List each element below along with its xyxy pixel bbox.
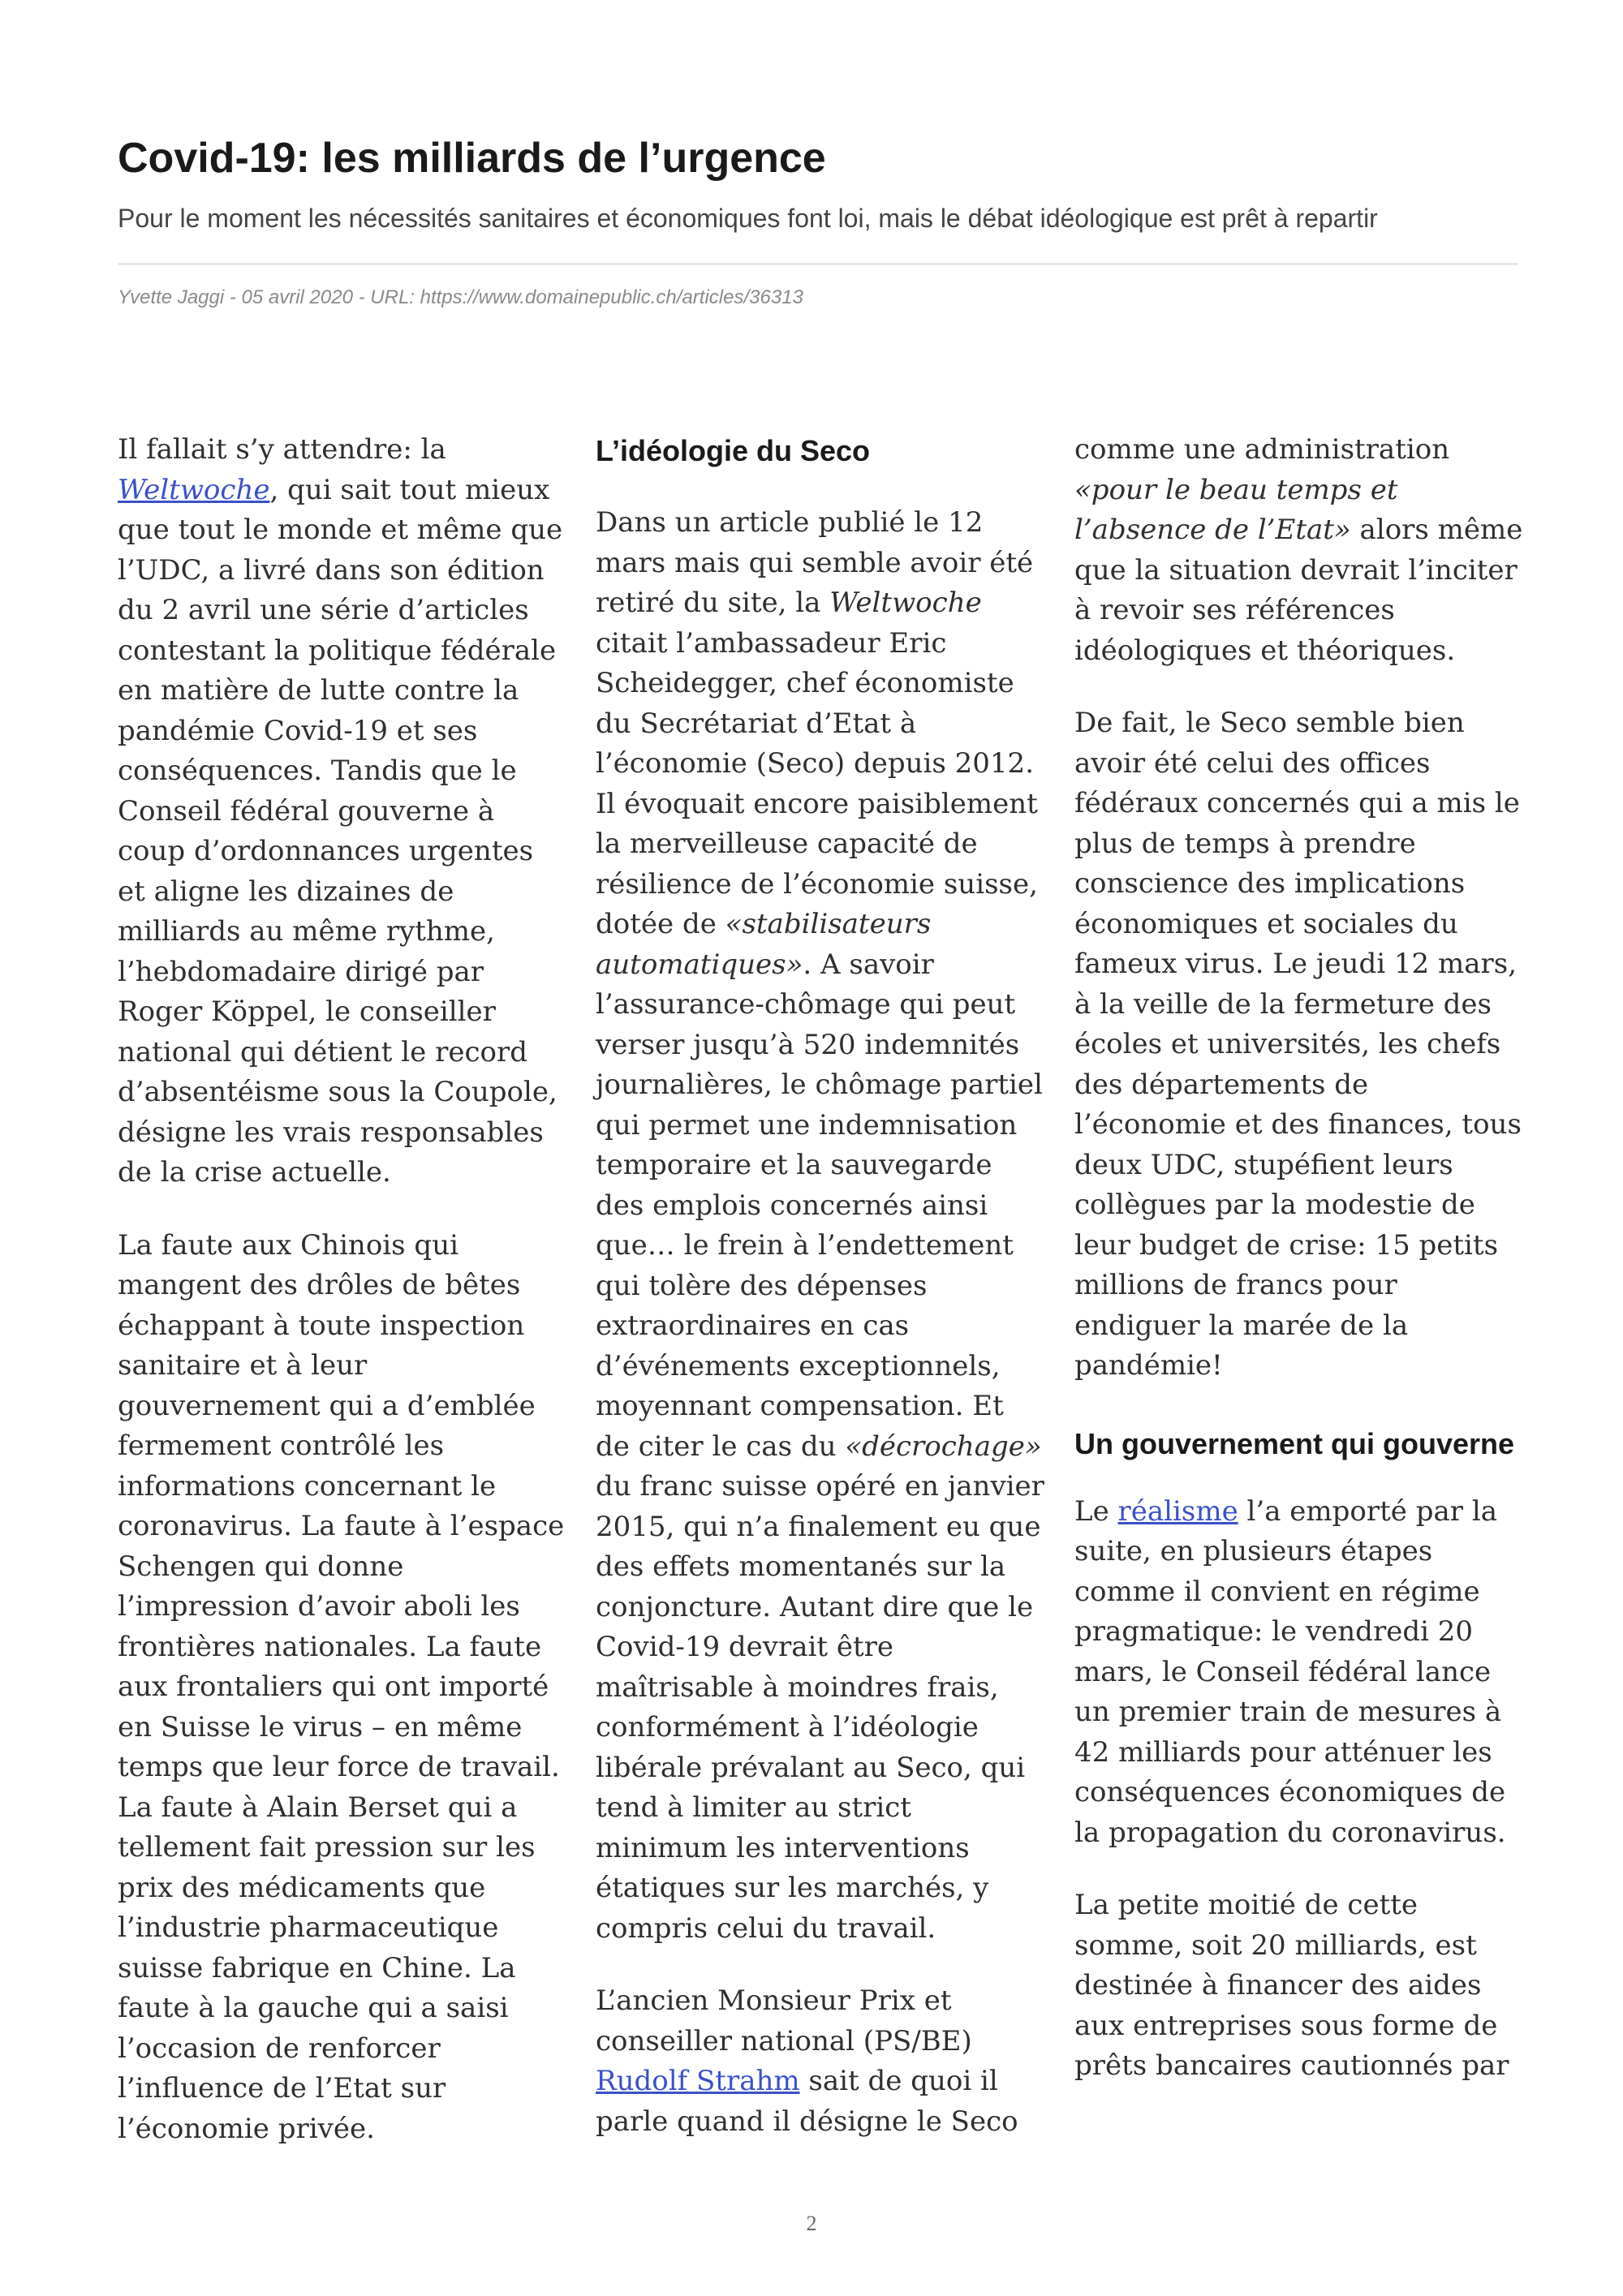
paragraph: Dans un article publié le 12 mars mais qui semble avoir été retiré du site, la Weltwoche citait l’ambassadeur Eric Scheidegger, chef économiste du Secrétariat d’Etat à l’économie (Seco) depuis 2012. Il évoquait encore paisiblement la merveilleuse capacité de résilience de l’économie suisse, dotée de «stabilisateurs automatiques». A savoir l’assurance-chômage qui peut verser jusqu’à 520 indemnités journalières, le chômage partiel qui permet une indemnisation temporaire et la sauvegarde des emplois concernés ainsi que… le frein à l’endettement qui tolère des dépenses extraordinaires en cas d’événements exceptionnels, moyennant compensation. Et de citer le cas du «décrochage» du franc suisse opéré en janvier 2015, qui n’a finalement eu que des effets momentanés sur la conjoncture. Autant dire que le Covid-19 devrait être maîtrisable à moindres frais, conformément à l’idéologie libérale prévalant au Seco, qui tend à limiter au strict minimum les interventions étatiques sur les marchés, y compris celui du travail. xyxy=(596,506,1044,1945)
rudolf-strahm-link[interactable]: Rudolf Strahm xyxy=(596,2065,800,2097)
section-heading-seco: L’idéologie du Seco xyxy=(596,434,871,467)
column-1 xyxy=(118,430,568,2182)
article-title: Covid-19: les milliards de l’urgence xyxy=(118,135,826,182)
weltwoche-link[interactable]: Weltwoche xyxy=(118,473,270,506)
page-number: 2 xyxy=(806,2212,817,2235)
column-3 xyxy=(1074,430,1525,2119)
realisme-link[interactable]: réalisme xyxy=(1117,1494,1238,1528)
section-heading-gouvernement: Un gouvernement qui gouverne xyxy=(1074,1426,1515,1460)
article-header xyxy=(118,130,1518,312)
article-subtitle: Pour le moment les nécessités sanitaires et économiques font loi, mais le débat idéologique est prêt à repartir xyxy=(118,204,1378,233)
paragraph: Le réalisme l’a emporté par la suite, en plusieurs étapes comme il convient en régime pragmatique: le vendredi 20 mars, le Conseil fédéral lance un premier train de mesures à 42 milliards pour atténuer les conséquences économiques de la propagation du coronavirus. xyxy=(1074,1494,1506,1849)
article-meta: Yvette Jaggi - 05 avril 2020 - URL: https://www.domainepublic.ch/articles/36313 xyxy=(118,286,803,308)
paragraph: La petite moitié de cette somme, soit 20 milliards, est destinée à financer des aides aux entreprises sous forme de prêts bancaires cautionnés par xyxy=(1074,1889,1509,2082)
column-2 xyxy=(596,430,1046,2174)
paragraph: L’ancien Monsieur Prix et conseiller national (PS/BE) Rudolf Strahm sait de quoi il parle quand il désigne le Seco xyxy=(596,1984,1018,2138)
article-body xyxy=(118,430,1523,2158)
paragraph: comme une administration «pour le beau temps et l’absence de l’Etat» alors même que la situation devrait l’inciter à revoir ses références idéologiques et théoriques. xyxy=(1074,433,1523,667)
paragraph: Il fallait s’y attendre: la Weltwoche, qui sait tout mieux que tout le monde et même que l’UDC, a livré dans son édition du 2 avril une série d’articles contestant la politique fédérale en matière de lutte contre la pandémie Covid-19 et ses conséquences. Tandis que le Conseil fédéral gouverne à coup d’ordonnances urgentes et aligne les dizaines de milliards au même rythme, l’hebdomadaire dirigé par Roger Köppel, le conseiller national qui détient le record d’absentéisme sous la Coupole, désigne les vrais responsables de la crise actuelle. xyxy=(118,433,563,1189)
paragraph: De fait, le Seco semble bien avoir été celui des offices fédéraux concernés qui a mis le plus de temps à prendre conscience des implications économiques et sociales du fameux virus. Le jeudi 12 mars, à la veille de la fermeture des écoles et universités, les chefs des départements de l’économie et des finances, tous deux UDC, stupéfient leurs collègues par la modestie de leur budget de crise: 15 petits millions de francs pour endiguer la marée de la pandémie! xyxy=(1074,707,1522,1382)
header-divider xyxy=(118,263,1518,265)
paragraph: La faute aux Chinois qui mangent des drôles de bêtes échappant à toute inspection sanitaire et à leur gouvernement qui a d’emblée fermement contrôlé les informations concernant le coronavirus. La faute à l’espace Schengen qui donne l’impression d’avoir aboli les frontières nationales. La faute aux frontaliers qui ont importé en Suisse le virus – en même temps que leur force de travail. La faute à Alain Berset qui a tellement fait pression sur les prix des médicaments que l’industrie pharmaceutique suisse fabrique en Chine. La faute à la gauche qui a saisi l’occasion de renforcer l’influence de l’Etat sur l’économie privée. xyxy=(118,1228,565,2145)
